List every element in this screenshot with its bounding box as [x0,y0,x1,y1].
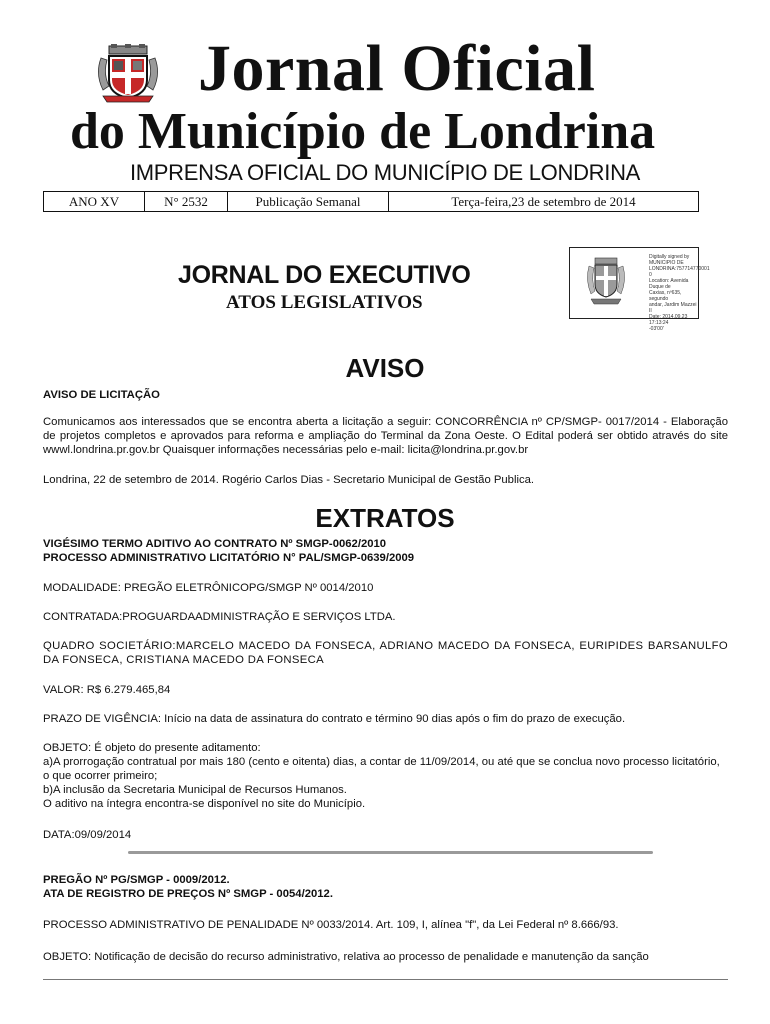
issue-number: N° 2532 [145,192,228,211]
signature-line: Digitally signed by [649,254,690,260]
masthead-subtitle: IMPRENSA OFICIAL DO MUNICÍPIO DE LONDRINA [129,160,641,185]
objeto-line: a)A prorrogação contratual por mais 180 (cento e oitenta) dias, a contar de 11/09/2014, ou até que se conclua novo processo licitatório, o que ocorrer primeiro; [43,756,720,782]
aviso-heading: AVISO DE LICITAÇÃO [43,389,160,401]
contract-heading: VIGÉSIMO TERMO ADITIVO AO CONTRATO Nº SMGP-0062/2010 [43,538,387,550]
coat-of-arms-icon [95,44,161,106]
process-heading: PROCESSO ADMINISTRATIVO LICITATÓRIO N° PAL/SMGP-0639/2009 [43,552,415,564]
masthead-title: Jornal Oficial [198,32,596,105]
signature-crest-icon [586,256,626,310]
objeto-line: O aditivo na íntegra encontra-se disponível no site do Município. [43,798,366,810]
masthead [0,0,770,220]
section-divider [128,851,653,854]
objeto-line: b)A inclusão da Secretaria Municipal de Recursos Humanos. [43,784,347,796]
ata-heading: ATA DE REGISTRO DE PREÇOS Nº SMGP - 0054/2012. [43,888,333,900]
modalidade-text: MODALIDADE: PREGÃO ELETRÔNICOPG/SMGP Nº 0014/2010 [43,582,374,594]
extratos-title: EXTRATOS [315,503,455,533]
issue-info-row [43,191,699,212]
signature-line: MUNICIPIO DE [649,260,684,266]
objeto-line: OBJETO: É objeto do presente aditamento: [43,742,261,754]
prazo-text: PRAZO DE VIGÊNCIA: Início na data de assinatura do contrato e término 90 dias após o fim do prazo de execução. [43,713,626,725]
issue-frequency: Publicação Semanal [228,192,389,211]
signature-line: andar, Jardim Mazzei II [649,302,697,314]
aviso-signoff: Londrina, 22 de setembro de 2014. Rogério Carlos Dias - Secretario Municipal de Gestão Publica. [43,474,535,486]
signature-line: 0 [649,272,652,278]
issue-date: Terça-feira,23 de setembro de 2014 [451,193,636,209]
quadro-societario-text: QUADRO SOCIETÁRIO:MARCELO MACEDO DA FONSECA, ADRIANO MACEDO DA FONSECA, EURIPIDES BARSANULFO DA FONSECA, CRISTIANA MACEDO DA FONSECA [43,640,728,666]
issue-year: ANO XV [44,192,145,211]
valor-text: VALOR: R$ 6.279.465,84 [43,684,171,696]
signature-line: Date: 2014.09.23 17:13:24 [649,314,688,326]
processo-penalidade-text: PROCESSO ADMINISTRATIVO DE PENALIDADE Nº 0033/2014. Art. 109, I, alínea "f", da Lei Federal nº 8.666/93. [43,919,619,931]
signature-line: LONDRINA:757714770001 [649,266,710,272]
data-text: DATA:09/09/2014 [43,829,132,841]
pregao-heading: PREGÃO Nº PG/SMGP - 0009/2012. [43,874,230,886]
signature-line: -03'00' [649,326,664,332]
signature-line: Caxias, nº635, segundo [649,290,682,302]
executive-title: JORNAL DO EXECUTIVO [178,261,471,289]
contratada-text: CONTRATADA:PROGUARDAADMINISTRAÇÃO E SERVIÇOS LTDA. [43,611,396,623]
aviso-title: AVISO [345,353,425,383]
executive-subtitle: ATOS LEGISLATIVOS [226,292,423,313]
signature-text [649,254,710,332]
masthead-title-municipality: do Município de Londrina [70,103,656,160]
aviso-body: Comunicamos aos interessados que se encontra aberta a licitação a seguir: CONCORRÊNCIA nº CP/SMGP- 0017/2014 - Elaboração de projetos completos e aprovados para reforma e ampliação do Terminal da Zona Oeste. O Edital poderá ser obtido através do site wwwl.londrina.pr.gov.br Quaisquer informações necessárias pelo e-mail: licita@londrina.pr.gov.br [43,416,728,456]
page-bottom-rule [43,979,728,980]
digital-signature-box [569,247,710,332]
signature-line: Location: Avenida Duque de [649,278,689,290]
objeto-notificacao-text: OBJETO: Notificação de decisão do recurso administrativo, relativa ao processo de penalidade e manutenção da sanção [43,951,649,963]
objeto-block [43,741,728,811]
